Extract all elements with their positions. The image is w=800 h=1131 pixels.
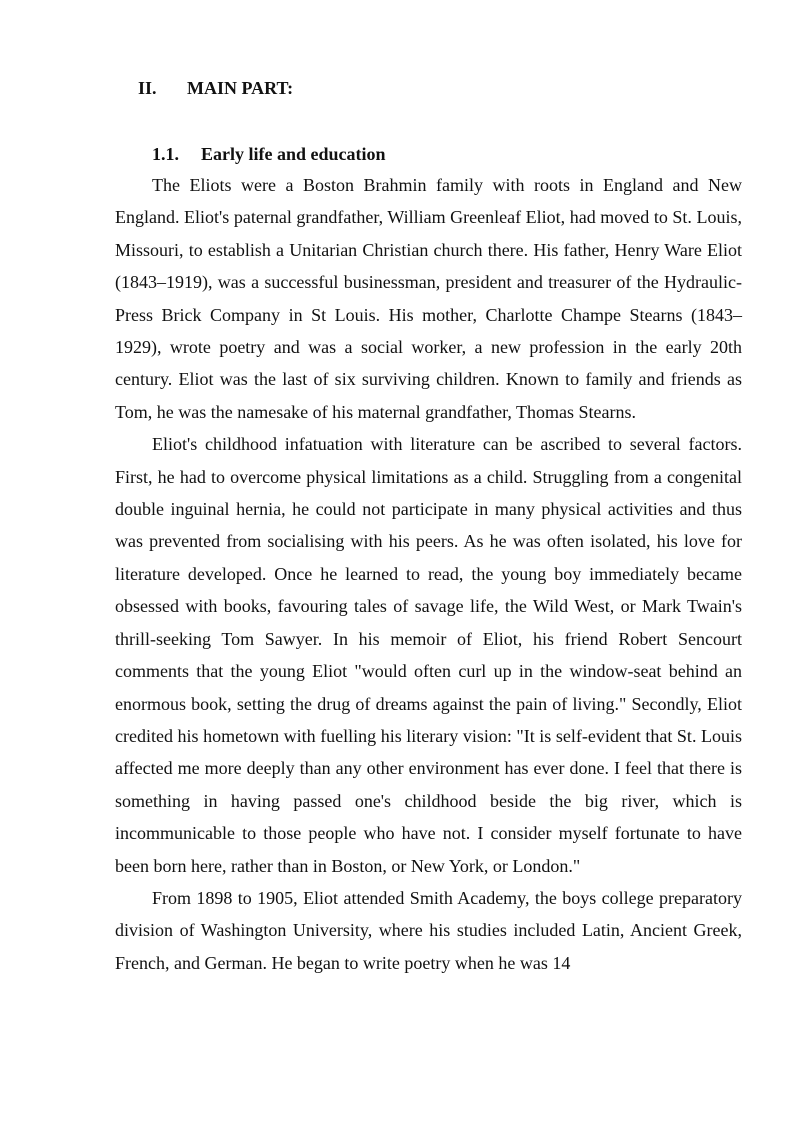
paragraph-2: Eliot's childhood infatuation with literature can be ascribed to several factors. First, he had to overcome physical limitations as a child. Struggling from a congenital double inguinal hernia, he could not participate in many physical activities and thus was prevented from socialising with his peers. As he was often isolated, his love for literature developed. Once he learned to read, the young boy immediately became obsessed with books, favouring tales of savage life, the Wild West, or Mark Twain's thrill-seeking Tom Sawyer. In his memoir of Eliot, his friend Robert Sencourt comments that the young Eliot "would often curl up in the window-seat behind an enormous book, setting the drug of dreams against the pain of living." Secondly, Eliot credited his hometown with fuelling his literary vision: "It is self-evident that St. Louis affected me more deeply than any other environment has ever done. I feel that there is something in having passed one's childhood beside the big river, which is incommunicable to those people who have not. I consider myself fortunate to have been born here, rather than in Boston, or New York, or London." xyxy=(115,434,742,876)
paragraph-1: The Eliots were a Boston Brahmin family with roots in England and New England. Eliot's paternal grandfather, William Greenleaf Eliot, had moved to St. Louis, Missouri, to establish a Unitarian Christian church there. His father, Henry Ware Eliot (1843–1919), was a successful businessman, president and treasurer of the Hydraulic-Press Brick Company in St Louis. His mother, Charlotte Champe Stearns (1843–1929), wrote poetry and was a social worker, a new profession in the early 20th century. Eliot was the last of six surviving children. Known to family and friends as Tom, he was the namesake of his maternal grandfather, Thomas Stearns. xyxy=(115,175,742,422)
body-text xyxy=(115,169,742,979)
main-heading-number: II. xyxy=(138,78,157,98)
section-heading-number: 1.1. xyxy=(152,144,179,164)
main-heading xyxy=(138,76,293,100)
section-heading-title: Early life and education xyxy=(201,144,386,164)
main-heading-title: MAIN PART: xyxy=(187,78,294,98)
paragraph-3: From 1898 to 1905, Eliot attended Smith Academy, the boys college preparatory division of Washington University, where his studies included Latin, Ancient Greek, French, and German. He began to write poetry when he was 14 xyxy=(115,887,742,973)
section-heading xyxy=(152,142,386,166)
